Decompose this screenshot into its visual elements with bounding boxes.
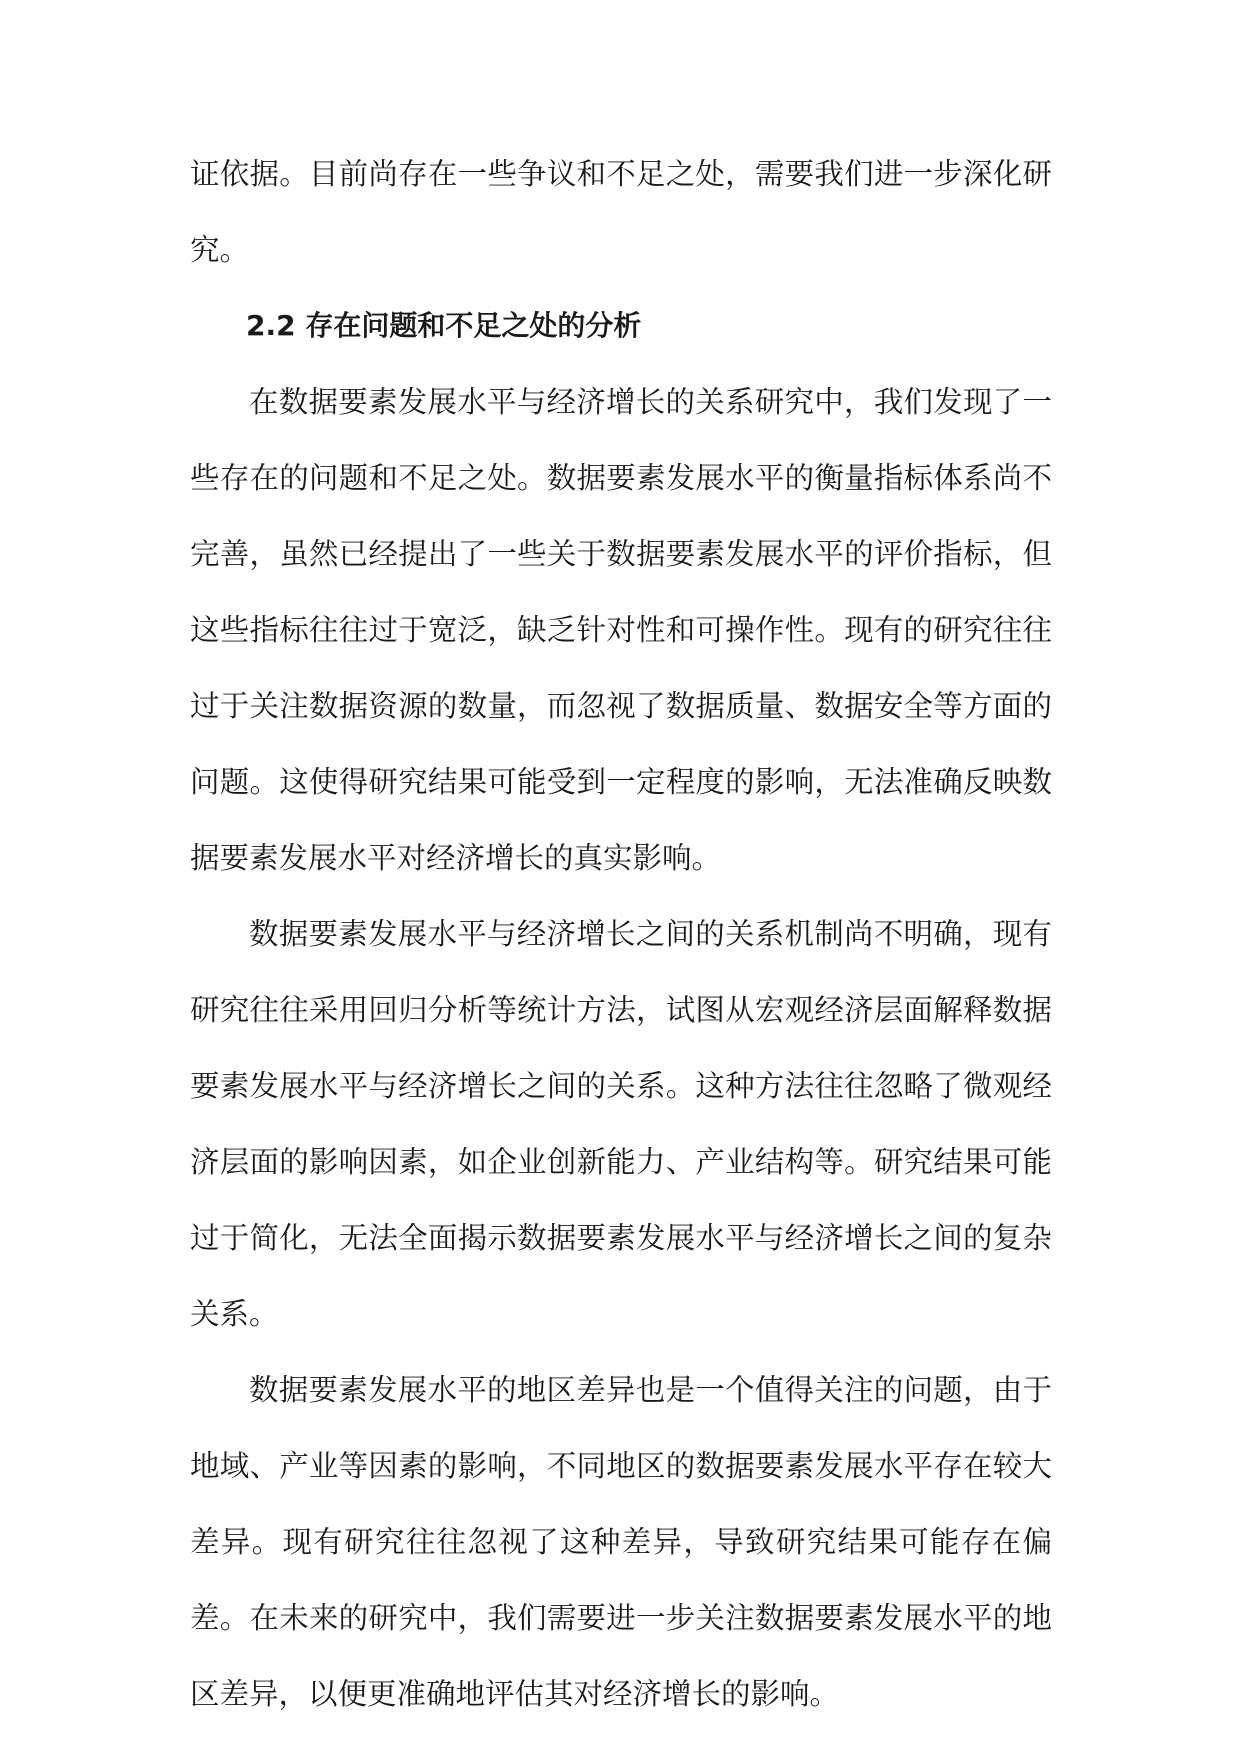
body-paragraph-1: 在数据要素发展水平与经济增长的关系研究中，我们发现了一些存在的问题和不足之处。数据要素发展水平的衡量指标体系尚不完善，虽然已经提出了一些关于数据要素发展水平的评价指标，但这些指标往往过于宽泛，缺乏针对性和可操作性。现有的研究往往过于关注数据资源的数量，而忽视了数据质量、数据安全等方面的问题。这使得研究结果可能受到一定程度的影响，无法准确反映数据要素发展水平对经济增长的真实影响。 (190, 385, 1052, 875)
continuation-paragraph: 证依据。目前尚存在一些争议和不足之处，需要我们进一步深化研究。 (190, 157, 1052, 267)
document-body (190, 136, 1052, 1732)
section-heading: 2.2 存在问题和不足之处的分析 (246, 309, 642, 342)
body-paragraph-3: 数据要素发展水平的地区差异也是一个值得关注的问题，由于地域、产业等因素的影响，不同地区的数据要素发展水平存在较大差异。现有研究往往忽视了这种差异，导致研究结果可能存在偏差。在未来的研究中，我们需要进一步关注数据要素发展水平的地区差异，以便更准确地评估其对经济增长的影响。 (190, 1373, 1052, 1711)
body-paragraph-2: 数据要素发展水平与经济增长之间的关系机制尚不明确，现有研究往往采用回归分析等统计方法，试图从宏观经济层面解释数据要素发展水平与经济增长之间的关系。这种方法往往忽略了微观经济层面的影响因素，如企业创新能力、产业结构等。研究结果可能过于简化，无法全面揭示数据要素发展水平与经济增长之间的复杂关系。 (190, 917, 1052, 1331)
